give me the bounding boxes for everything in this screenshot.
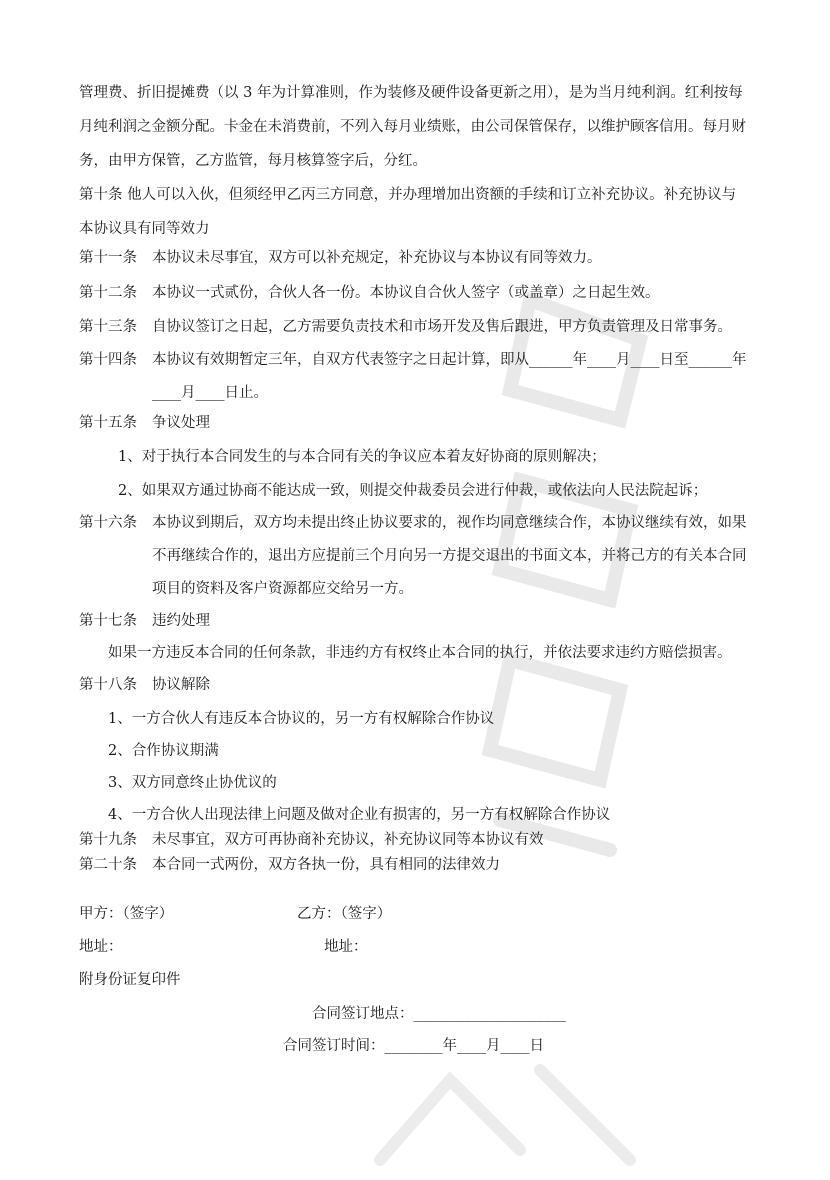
article-15-label: 第十五条	[79, 415, 137, 431]
article-10: 第十条 他人可以入伙，但须经甲乙丙三方同意，并办理增加出资额的手续和订立补充协议。补充协议与	[79, 187, 737, 203]
list-item: 4、一方合伙人出现法律上问题及做对企业有损害的，另一方有权解除合作协议	[108, 807, 611, 823]
signing-place: 合同签订地点：_____________________	[312, 1006, 566, 1022]
article-13-text: 自协议签订之日起，乙方需要负责技术和市场开发及售后跟进，甲方负责管理及日常事务。	[152, 319, 732, 335]
article-15-title: 争议处理	[152, 415, 210, 431]
body-line: 月纯利润之金额分配。卡金在未消费前，不列入每月业绩账，由公司保管保存，以维护顾客信用。每月财	[79, 119, 746, 135]
article-20-text: 本合同一式两份，双方各执一份，具有相同的法律效力	[152, 857, 500, 873]
watermark-stamp	[360, 1040, 660, 1180]
party-b-address: 地址：	[324, 939, 368, 955]
list-item: 1、对于执行本合同发生的与本合同有关的争议应本着友好协商的原则解决；	[118, 449, 606, 465]
party-a-address: 地址：	[79, 939, 123, 955]
article-19-text: 未尽事宜，双方可再协商补充协议，补充协议同等本协议有效	[152, 832, 544, 848]
article-12-text: 本协议一式贰份，合伙人各一份。本协议自合伙人签字（或盖章）之日起生效。	[152, 285, 660, 301]
body-line: 务，由甲方保管，乙方监管，每月核算签字后，分红。	[79, 153, 427, 169]
article-17-label: 第十七条	[79, 613, 137, 629]
article-14-text: ____月____日止。	[152, 385, 268, 401]
article-11-text: 本协议未尽事宜，双方可以补充规定，补充协议与本协议有同等效力。	[152, 250, 602, 266]
body-line: 本协议具有同等效力	[79, 221, 210, 237]
party-b-signature: 乙方：（签字）	[297, 906, 392, 922]
article-20-label: 第二十条	[79, 857, 137, 873]
signing-time: 合同签订时间：________年____月____日	[283, 1038, 544, 1054]
party-a-signature: 甲方：（签字）	[79, 906, 174, 922]
article-16-label: 第十六条	[79, 515, 137, 531]
article-14-text: 本协议有效期暂定三年，自双方代表签字之日起计算，即从______年____月____日至______年	[152, 352, 747, 368]
article-17-text: 如果一方违反本合同的任何条款，非违约方有权终止本合同的执行，并依法要求违约方赔偿损害。	[108, 645, 732, 661]
article-12-label: 第十二条	[79, 285, 137, 301]
article-16-text: 本协议到期后，双方均未提出终止协议要求的，视作均同意继续合作，本协议继续有效，如果	[152, 515, 747, 531]
article-14-label: 第十四条	[79, 352, 137, 368]
article-13-label: 第十三条	[79, 319, 137, 335]
article-17-title: 违约处理	[152, 613, 210, 629]
attachment-note: 附身份证复印件	[79, 972, 181, 988]
list-item: 2、如果双方通过协商不能达成一致，则提交仲裁委员会进行仲裁，或依法向人民法院起诉；	[118, 483, 708, 499]
article-11-label: 第十一条	[79, 250, 137, 266]
list-item: 2、合作协议期满	[108, 743, 219, 759]
article-19-label: 第十九条	[79, 832, 137, 848]
list-item: 1、一方合伙人有违反本合协议的，另一方有权解除合作协议	[108, 711, 495, 727]
list-item: 3、双方同意终止协优议的	[108, 775, 277, 791]
body-line: 管理费、折旧提摊费（以 3 年为计算准则，作为装修及硬件设备更新之用），是为当月纯利润。红利按每	[79, 85, 743, 101]
article-18-label: 第十八条	[79, 677, 137, 693]
article-16-text: 不再继续合作的，退出方应提前三个月向另一方提交退出的书面文本，并将己方的有关本合同	[152, 548, 747, 564]
article-18-title: 协议解除	[152, 677, 210, 693]
article-16-text: 项目的资料及客户资源都应交给另一方。	[152, 581, 413, 597]
